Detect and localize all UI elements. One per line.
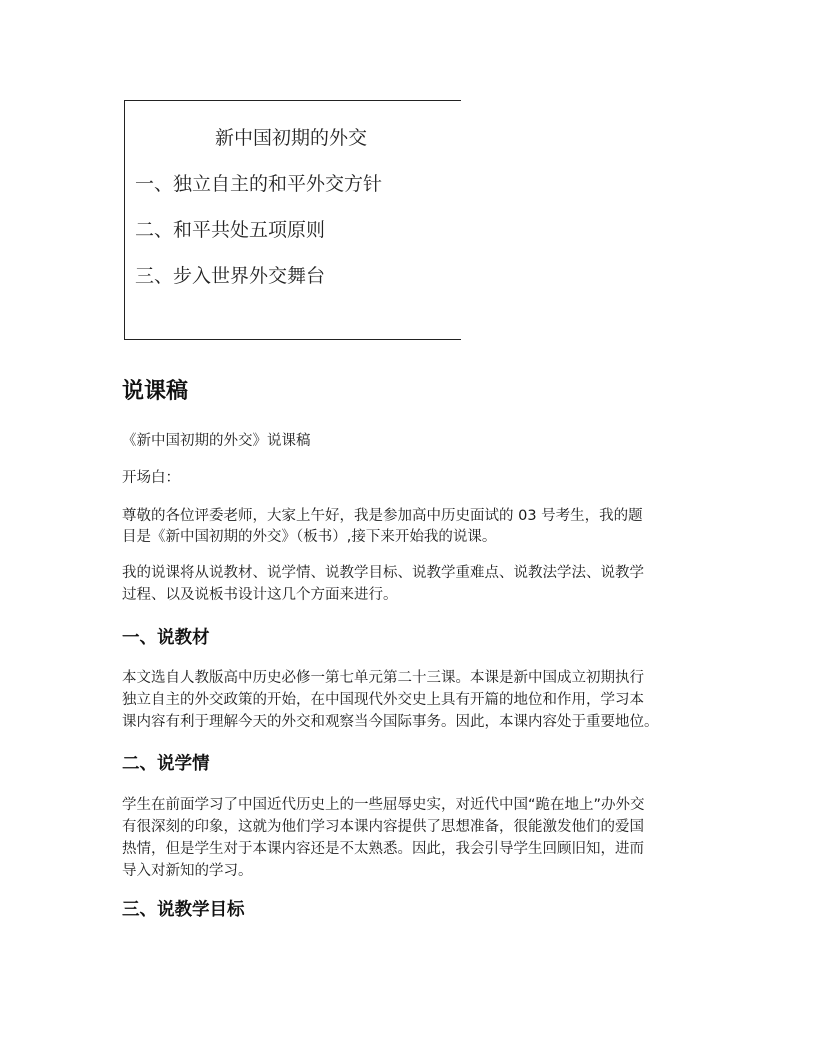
board-item-1: 一、独立自主的和平外交方针 bbox=[135, 173, 383, 195]
board-item-3: 三、步入世界外交舞台 bbox=[135, 265, 326, 287]
document-title: 说课稿 bbox=[122, 379, 189, 404]
paragraph-line: 目是《新中国初期的外交》（板书）,接下来开始我的说课。 bbox=[122, 529, 497, 545]
paragraph-line: 学生在前面学习了中国近代历史上的一些屈辱史实，对近代中国“跪在地上”办外交 bbox=[122, 797, 645, 813]
blackboard-design-box bbox=[124, 100, 461, 340]
opening-label: 开场白： bbox=[122, 470, 180, 486]
paragraph-line: 我的说课将从说教材、说学情、说教学目标、说教学重难点、说教法学法、说教学 bbox=[122, 565, 644, 581]
board-item-2: 二、和平共处五项原则 bbox=[135, 219, 326, 241]
paragraph-line: 课内容有利于理解今天的外交和观察当今国际事务。因此，本课内容处于重要地位。 bbox=[122, 714, 659, 730]
document-subtitle: 《新中国初期的外交》说课稿 bbox=[122, 433, 311, 449]
paragraph-line: 热情，但是学生对于本课内容还是不太熟悉。因此，我会引导学生回顾旧知，进而 bbox=[122, 841, 644, 857]
section-heading-students: 二、说学情 bbox=[122, 754, 210, 774]
paragraph-line: 独立自主的外交政策的开始，在中国现代外交史上具有开篇的地位和作用，学习本 bbox=[122, 692, 644, 708]
board-title: 新中国初期的外交 bbox=[215, 127, 368, 149]
paragraph-line: 导入对新知的学习。 bbox=[122, 863, 253, 879]
paragraph-line: 有很深刻的印象，这就为他们学习本课内容提供了思想准备，很能激发他们的爱国 bbox=[122, 819, 644, 835]
section-heading-objectives: 三、说教学目标 bbox=[122, 900, 245, 920]
section-heading-textbook: 一、说教材 bbox=[122, 628, 210, 648]
paragraph-line: 本文选自人教版高中历史必修一第七单元第二十三课。本课是新中国成立初期执行 bbox=[122, 670, 644, 686]
paragraph-line: 尊敬的各位评委老师，大家上午好，我是参加高中历史面试的 03 号考生，我的题 bbox=[122, 508, 643, 524]
paragraph-line: 过程、以及说板书设计这几个方面来进行。 bbox=[122, 587, 398, 603]
